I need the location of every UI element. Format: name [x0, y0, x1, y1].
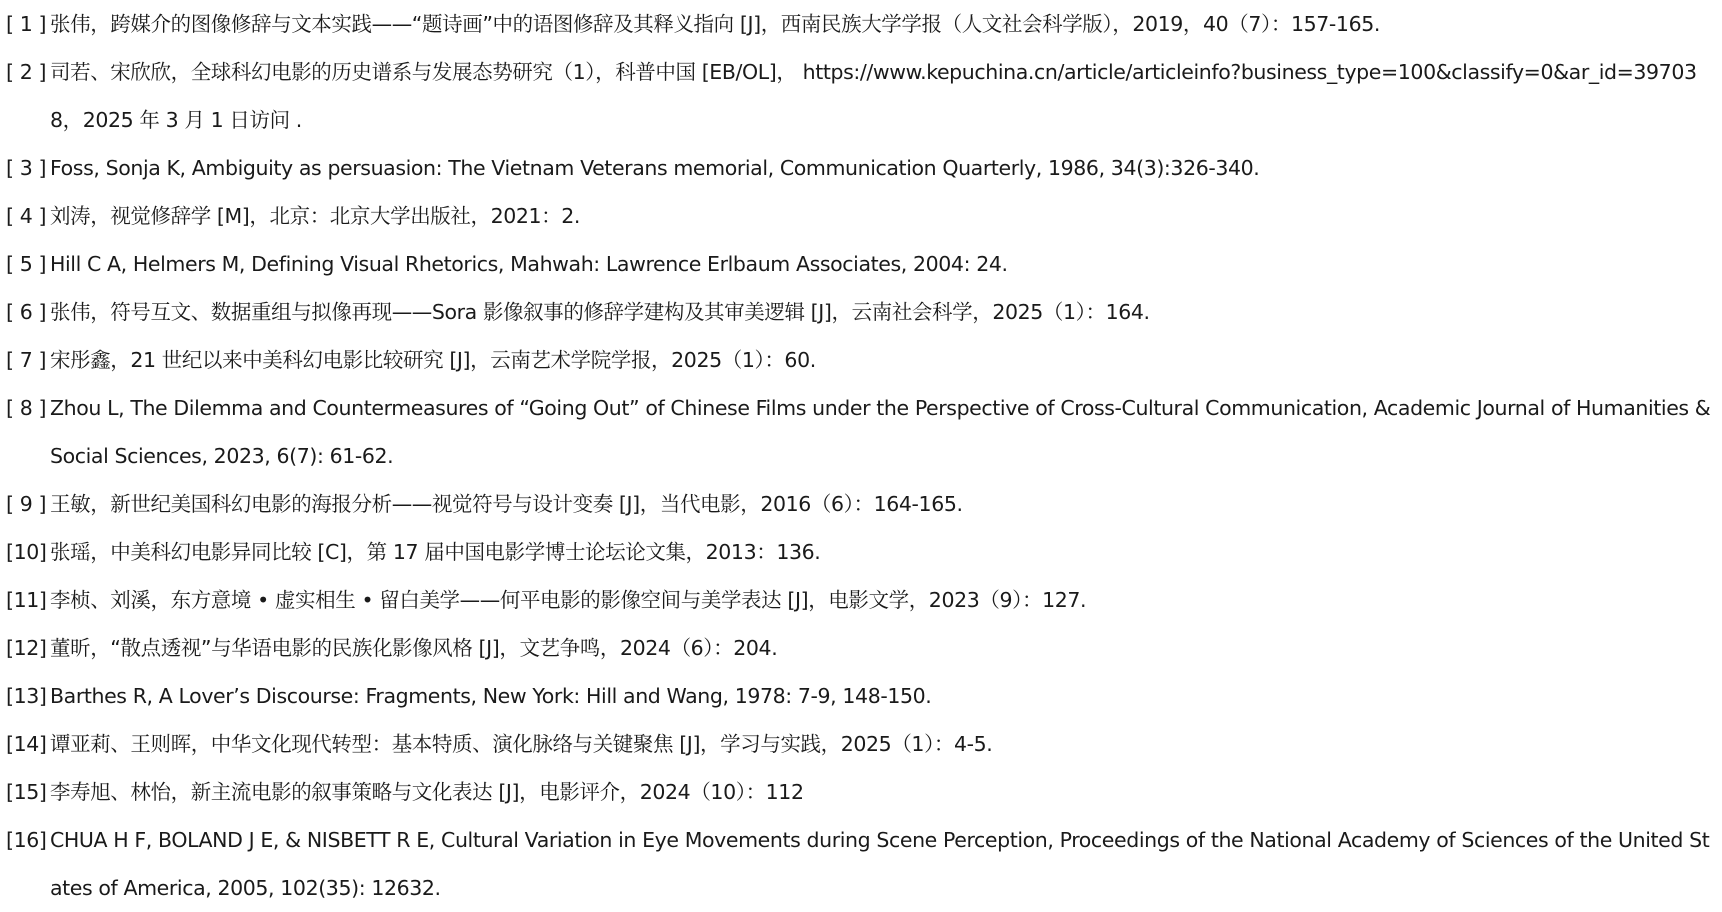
reference-number: [16]	[6, 828, 47, 852]
reference-text: 谭亚莉、王则晖，中华文化现代转型：基本特质、演化脉络与关键聚焦 [J]，学习与实践，2025（1）：4-5.	[50, 732, 993, 756]
reference-item-6	[6, 288, 1718, 336]
reference-item-5	[6, 240, 1718, 288]
reference-text: 王敏，新世纪美国科幻电影的海报分析——视觉符号与设计变奏 [J]，当代电影，2016（6）：164-165.	[50, 492, 963, 516]
reference-number: [12]	[6, 636, 47, 660]
reference-number: [ 5 ]	[6, 252, 47, 276]
reference-number: [ 9 ]	[6, 492, 47, 516]
reference-number: [11]	[6, 588, 47, 612]
reference-item-7	[6, 336, 1718, 384]
reference-text: 张瑶，中美科幻电影异同比较 [C]，第 17 届中国电影学博士论坛论文集，2013：136.	[50, 540, 821, 564]
reference-item-10	[6, 528, 1718, 576]
reference-text: Hill C A, Helmers M, Defining Visual Rhetorics, Mahwah: Lawrence Erlbaum Associates, 2004: 24.	[50, 252, 1008, 276]
reference-text: 刘涛，视觉修辞学 [M]，北京：北京大学出版社，2021：2.	[50, 204, 581, 228]
reference-text: Foss, Sonja K, Ambiguity as persuasion: The Vietnam Veterans memorial, Communication Quarterly, 1986, 34(3):326-340.	[50, 156, 1260, 180]
reference-number: [13]	[6, 684, 47, 708]
reference-item-1	[6, 0, 1718, 48]
reference-text: CHUA H F, BOLAND J E, & NISBETT R E, Cultural Variation in Eye Movements during Scene Perception, Proceedings of the National Academy of Sciences of the United States of America, 2005, 102(35): 12632.	[50, 828, 1710, 900]
reference-text: 董昕，“散点透视”与华语电影的民族化影像风格 [J]，文艺争鸣，2024（6）：204.	[50, 636, 778, 660]
reference-item-16	[6, 816, 1718, 912]
reference-number: [ 1 ]	[6, 12, 47, 36]
reference-text: 张伟，符号互文、数据重组与拟像再现——Sora 影像叙事的修辞学建构及其审美逻辑 [J]，云南社会科学，2025（1）：164.	[50, 300, 1150, 324]
reference-number: [ 8 ]	[6, 396, 47, 420]
reference-item-13	[6, 672, 1718, 720]
reference-number: [10]	[6, 540, 47, 564]
reference-item-3	[6, 144, 1718, 192]
reference-number: [ 3 ]	[6, 156, 47, 180]
reference-number: [15]	[6, 780, 47, 804]
reference-item-9	[6, 480, 1718, 528]
reference-text: 李寿旭、林怡，新主流电影的叙事策略与文化表达 [J]，电影评介，2024（10）：112	[50, 780, 804, 804]
reference-item-12	[6, 624, 1718, 672]
reference-text: Barthes R, A Lover’s Discourse: Fragments, New York: Hill and Wang, 1978: 7-9, 148-150.	[50, 684, 932, 708]
reference-item-4	[6, 192, 1718, 240]
reference-item-8	[6, 384, 1718, 480]
reference-number: [ 4 ]	[6, 204, 47, 228]
reference-text: Zhou L, The Dilemma and Countermeasures of “Going Out” of Chinese Films under the Perspective of Cross-Cultural Communication, Academic Journal of Humanities & Social Sciences, 2023, 6(7): 61-62.	[50, 396, 1711, 468]
reference-text: 李桢、刘溪，东方意境 • 虚实相生 • 留白美学——何平电影的影像空间与美学表达 [J]，电影文学，2023（9）：127.	[50, 588, 1087, 612]
reference-number: [ 2 ]	[6, 60, 47, 84]
reference-list	[6, 0, 1718, 912]
reference-item-2	[6, 48, 1718, 144]
reference-item-15	[6, 768, 1718, 816]
reference-number: [14]	[6, 732, 47, 756]
reference-text: 宋彤鑫，21 世纪以来中美科幻电影比较研究 [J]，云南艺术学院学报，2025（1）：60.	[50, 348, 816, 372]
reference-text: 司若、宋欣欣，全球科幻电影的历史谱系与发展态势研究（1），科普中国 [EB/OL]， https://www.kepuchina.cn/article/articleinfo?business_type=100&classify=0&ar_id=397038，2025 年 3 月 1 日访问 .	[50, 60, 1697, 132]
reference-item-14	[6, 720, 1718, 768]
reference-number: [ 7 ]	[6, 348, 47, 372]
reference-number: [ 6 ]	[6, 300, 47, 324]
reference-text: 张伟，跨媒介的图像修辞与文本实践——“题诗画”中的语图修辞及其释义指向 [J]，西南民族大学学报（人文社会科学版），2019，40（7）：157-165.	[50, 12, 1380, 36]
reference-item-11	[6, 576, 1718, 624]
